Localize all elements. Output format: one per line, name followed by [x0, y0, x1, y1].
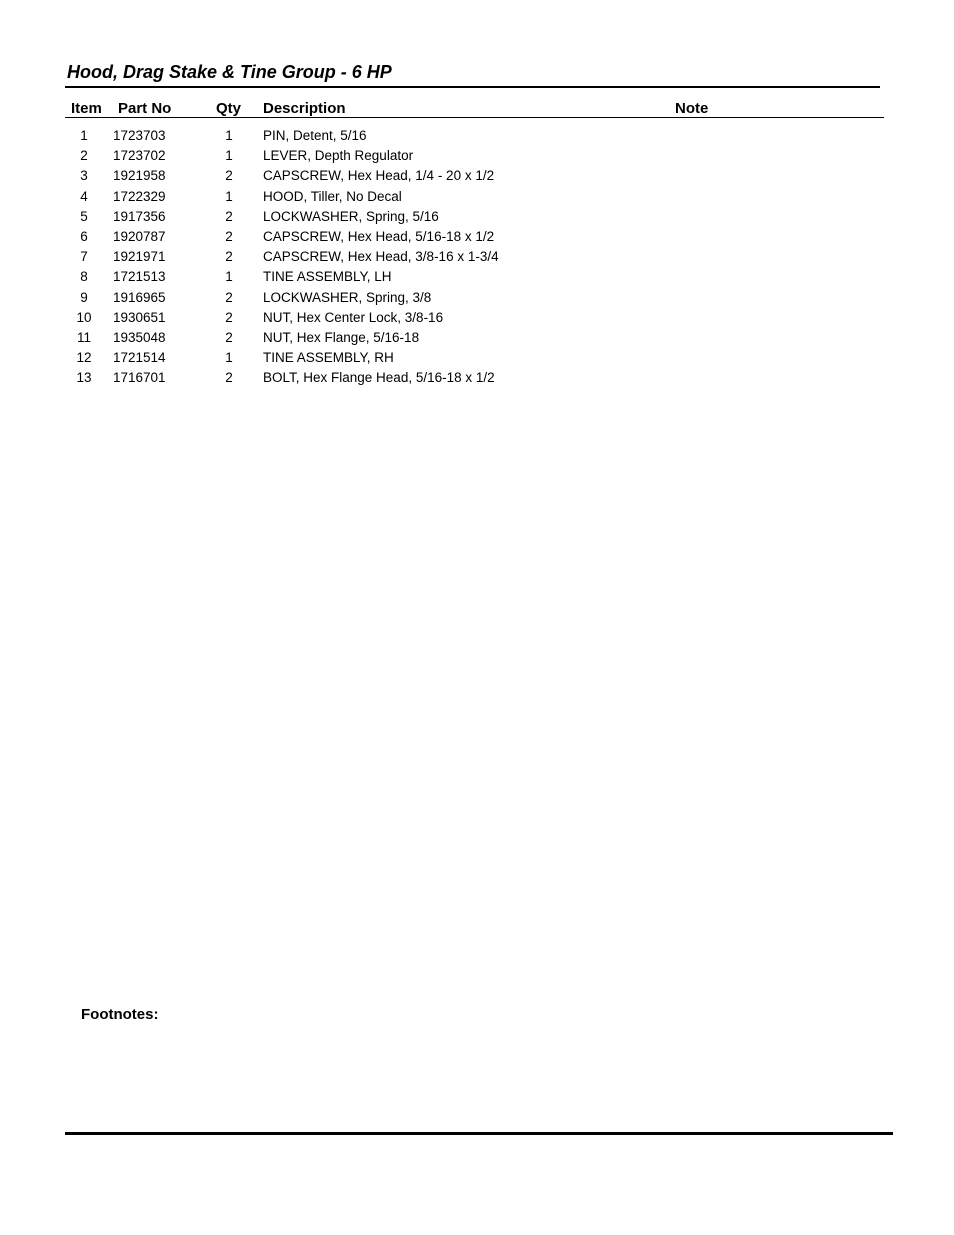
- quantity-cell: 2: [225, 228, 233, 244]
- column-header-part-no: Part No: [118, 100, 172, 117]
- quantity-cell: 1: [225, 350, 233, 366]
- quantity-cell: 2: [225, 168, 233, 184]
- quantity-cell: 2: [225, 289, 233, 305]
- item-number-cell: 1: [80, 128, 88, 143]
- description-cell: BOLT, Hex Flange Head, 5/16-18 x 1/2: [263, 370, 495, 386]
- description-cell: PIN, Detent, 5/16: [263, 128, 367, 143]
- description-cell: LOCKWASHER, Spring, 3/8: [263, 289, 432, 305]
- item-number-cell: 2: [80, 148, 88, 164]
- item-number-cell: 12: [76, 350, 92, 366]
- table-row: [0, 187, 954, 207]
- description-cell: NUT, Hex Center Lock, 3/8-16: [263, 309, 444, 325]
- item-number-cell: 13: [76, 370, 92, 386]
- part-number-cell: 1917356: [113, 208, 166, 224]
- page-bottom-divider: [65, 1132, 893, 1135]
- table-row: [0, 126, 954, 146]
- description-cell: TINE ASSEMBLY, RH: [263, 350, 394, 366]
- title-divider: [65, 86, 880, 88]
- part-number-cell: 1935048: [113, 329, 166, 345]
- part-number-cell: 1921971: [113, 249, 166, 265]
- description-cell: CAPSCREW, Hex Head, 1/4 - 20 x 1/2: [263, 168, 495, 184]
- item-number-cell: 4: [80, 188, 88, 204]
- table-row: [0, 207, 954, 227]
- column-header-note: Note: [675, 100, 709, 117]
- item-number-cell: 6: [80, 228, 88, 244]
- part-number-cell: 1930651: [113, 309, 166, 325]
- quantity-cell: 1: [225, 148, 233, 164]
- part-number-cell: 1721514: [113, 350, 166, 366]
- item-number-cell: 5: [80, 208, 88, 224]
- quantity-cell: 1: [225, 269, 233, 285]
- column-header-description: Description: [263, 100, 346, 117]
- item-number-cell: 8: [80, 269, 88, 285]
- table-row: [0, 146, 954, 166]
- quantity-cell: 1: [225, 188, 233, 204]
- part-number-cell: 1716701: [113, 370, 166, 386]
- part-number-cell: 1723703: [113, 128, 166, 143]
- quantity-cell: 2: [225, 208, 233, 224]
- description-cell: HOOD, Tiller, No Decal: [263, 188, 402, 204]
- table-row: [0, 328, 954, 348]
- table-row: [0, 247, 954, 267]
- table-row: [0, 227, 954, 247]
- item-number-cell: 10: [76, 309, 92, 325]
- table-row: [0, 308, 954, 328]
- quantity-cell: 2: [225, 329, 233, 345]
- table-row: [0, 166, 954, 186]
- page-title: Hood, Drag Stake & Tine Group - 6 HP: [67, 62, 392, 82]
- table-row: [0, 288, 954, 308]
- quantity-cell: 2: [225, 249, 233, 265]
- table-row: [0, 267, 954, 287]
- description-cell: CAPSCREW, Hex Head, 5/16-18 x 1/2: [263, 228, 495, 244]
- column-header-qty: Qty: [216, 100, 242, 117]
- quantity-cell: 2: [225, 309, 233, 325]
- quantity-cell: 1: [225, 128, 233, 143]
- item-number-cell: 3: [80, 168, 88, 184]
- table-row: [0, 348, 954, 368]
- footnotes-label: Footnotes:: [81, 1006, 159, 1023]
- description-cell: TINE ASSEMBLY, LH: [263, 269, 392, 285]
- part-number-cell: 1916965: [113, 289, 166, 305]
- description-cell: LOCKWASHER, Spring, 5/16: [263, 208, 439, 224]
- quantity-cell: 2: [225, 370, 233, 386]
- part-number-cell: 1722329: [113, 188, 166, 204]
- description-cell: NUT, Hex Flange, 5/16-18: [263, 329, 420, 345]
- description-cell: LEVER, Depth Regulator: [263, 148, 414, 164]
- part-number-cell: 1723702: [113, 148, 166, 164]
- part-number-cell: 1921958: [113, 168, 166, 184]
- item-number-cell: 11: [76, 329, 91, 345]
- part-number-cell: 1721513: [113, 269, 166, 285]
- item-number-cell: 9: [80, 289, 88, 305]
- item-number-cell: 7: [80, 249, 88, 265]
- header-divider: [65, 117, 884, 118]
- part-number-cell: 1920787: [113, 228, 166, 244]
- table-row: [0, 368, 954, 388]
- parts-table-body: [0, 126, 954, 388]
- description-cell: CAPSCREW, Hex Head, 3/8-16 x 1-3/4: [263, 249, 499, 265]
- column-header-item: Item: [71, 100, 102, 117]
